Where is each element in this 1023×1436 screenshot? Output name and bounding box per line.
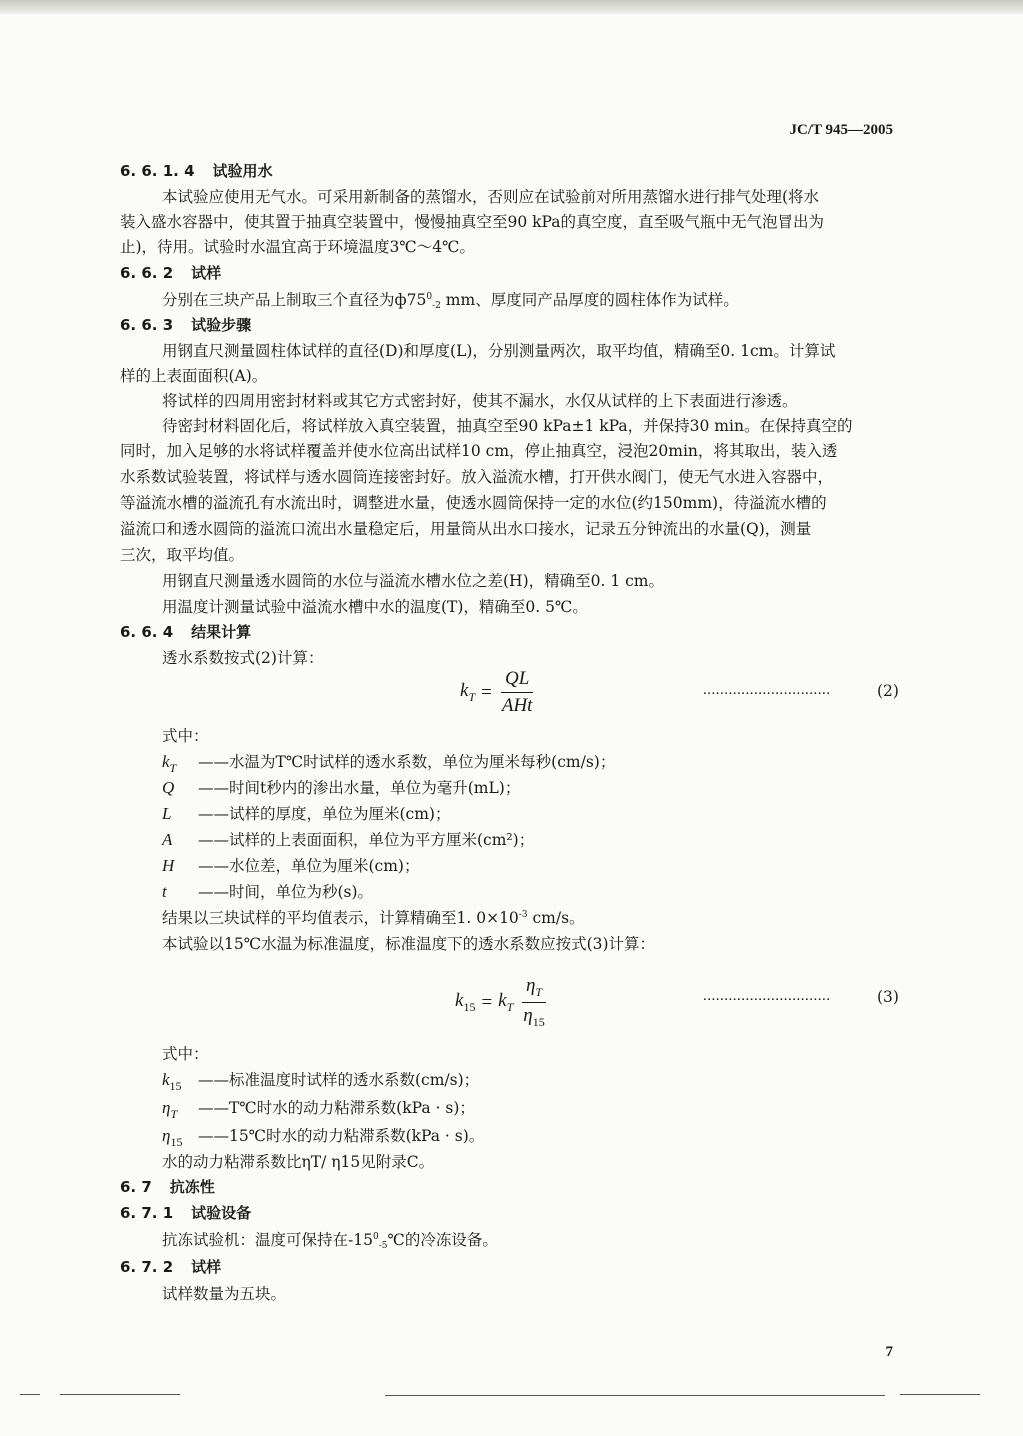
paragraph-line: 溢流口和透水圆筒的溢流口流出水量稳定后，用量筒从出水口接水，记录五分钟流出的水量(Q)，测量	[120, 520, 812, 538]
text-run: mm、厚度同产品厚度的圆柱体作为试样。	[440, 291, 739, 309]
tolerance-sub: -5	[378, 1241, 388, 1251]
section-number: 6. 6. 1. 4	[120, 162, 195, 180]
section-number: 6. 7. 1	[120, 1204, 174, 1222]
paragraph-line: 水的动力粘滞系数比ηT/ η15见附录C。	[162, 1153, 435, 1171]
paragraph-line: 用钢直尺测量透水圆筒的水位与溢流水槽水位之差(H)，精确至0. 1 cm。	[162, 572, 664, 590]
standard-code: JC/T 945—2005	[789, 122, 893, 138]
section-heading-671	[120, 1202, 251, 1223]
tolerance-sub: -2	[432, 301, 441, 311]
section-number: 6. 7. 2	[120, 1258, 174, 1276]
equals-sign: =	[481, 681, 492, 703]
fraction	[498, 668, 537, 717]
section-number: 6. 6. 4	[120, 623, 174, 641]
numerator: QL	[501, 668, 533, 693]
formula-label-3: (3)	[877, 988, 899, 1006]
paragraph-line: 止)，待用。试验时水温宜高于环境温度3℃～4℃。	[120, 238, 475, 256]
text-run: 分别在三块产品上制取三个直径为ф75	[162, 291, 427, 309]
paragraph-line: 本试验应使用无气水。可采用新制备的蒸馏水，否则应在试验前对所用蒸馏水进行排气处理(将水	[162, 188, 820, 206]
paragraph-line: 样的上表面面积(A)。	[120, 367, 268, 385]
paragraph-line: 用钢直尺测量圆柱体试样的直径(D)和厚度(L)，分别测量两次，取平均值，精确至0. 1cm。计算试	[162, 342, 836, 360]
section-title: 试验步骤	[191, 316, 252, 334]
tolerance-sup: 0	[426, 292, 433, 302]
where-label: 式中：	[162, 727, 209, 745]
text-run: 结果以三块试样的平均值表示，计算精确至1. 0×10	[162, 909, 519, 927]
definition-item: A ——试样的上表面面积，单位为平方厘米(cm²)；	[162, 830, 535, 849]
section-title: 结果计算	[191, 623, 252, 641]
leader-dots: ..............................	[703, 682, 831, 698]
page-number: 7	[885, 1344, 893, 1360]
definition-item: $\eta_T$ ——T℃时水的动力粘滞系数(kPa · s)；	[162, 1098, 475, 1121]
definition-item: Q ——时间t秒内的渗出水量，单位为毫升(mL)；	[162, 778, 521, 797]
formula-kt: $k_T$	[498, 990, 514, 1014]
paragraph-line: 待密封材料固化后，将试样放入真空装置，抽真空至90 kPa±1 kPa，并保持30 min。在保持真空的	[162, 417, 853, 435]
formula-2	[460, 668, 536, 717]
formula-lhs: $k_{15}$	[455, 990, 476, 1014]
formula-3	[455, 975, 549, 1030]
definition-item: t ——时间，单位为秒(s)。	[162, 882, 374, 901]
text-run: ℃的冷冻设备。	[387, 1231, 498, 1249]
paragraph-line	[162, 288, 739, 311]
paragraph-line: 水系数试验装置，将试样与透水圆筒连接密封好。放入溢流水槽，打开供水阀门，使无气水进入容器中，	[120, 468, 834, 486]
tolerance-sup: 0	[372, 1232, 379, 1242]
section-title: 试验用水	[212, 162, 273, 180]
section-title: 抗冻性	[169, 1178, 215, 1196]
where-label: 式中：	[162, 1045, 209, 1063]
section-title: 试样	[191, 1258, 222, 1276]
paragraph-line: 三次，取平均值。	[120, 546, 245, 564]
scan-artifact-line	[385, 1395, 885, 1396]
fraction	[519, 975, 548, 1030]
definition-item: $k_T$ ——水温为T℃时试样的透水系数，单位为厘米每秒(cm/s)；	[162, 752, 616, 775]
section-heading-664	[120, 621, 251, 642]
section-heading-672	[120, 1256, 221, 1277]
scan-artifact-line	[60, 1394, 180, 1395]
section-title: 试验设备	[191, 1204, 252, 1222]
section-number: 6. 6. 2	[120, 264, 174, 282]
text-run: cm/s。	[527, 909, 585, 927]
formula-label-2: (2)	[877, 682, 899, 700]
section-heading-663	[120, 314, 251, 335]
paragraph-line: 同时，加入足够的水将试样覆盖并使水位高出试样10 cm，停止抽真空，浸泡20min，将其取出，装入透	[120, 442, 838, 460]
section-heading-6614	[120, 160, 273, 181]
paragraph-line: 用温度计测量试验中溢流水槽中水的温度(T)，精确至0. 5℃。	[162, 598, 588, 616]
definition-item: $\eta_{15}$ ——15℃时水的动力粘滞系数(kPa · s)。	[162, 1126, 485, 1149]
numerator: $\eta_T$	[522, 975, 546, 1003]
paragraph-line: 试样数量为五块。	[162, 1285, 287, 1303]
leader-dots: ..............................	[703, 988, 831, 1004]
scan-artifact-line	[20, 1394, 40, 1395]
section-heading-662	[120, 262, 221, 283]
paragraph-line: 透水系数按式(2)计算：	[162, 649, 324, 667]
scan-artifact-line	[900, 1394, 980, 1395]
section-number: 6. 6. 3	[120, 316, 174, 334]
formula-lhs: $k_T$	[460, 680, 476, 704]
exponent: -3	[518, 910, 528, 920]
paragraph-line	[162, 906, 585, 928]
equals-sign: =	[481, 991, 493, 1013]
definition-item: L ——试样的厚度，单位为厘米(cm)；	[162, 804, 451, 823]
text-run: 抗冻试验机：温度可保持在-15	[162, 1231, 373, 1249]
paragraph-line	[162, 1228, 498, 1251]
paragraph-line: 等溢流水槽的溢流孔有水流出时，调整进水量，使透水圆筒保持一定的水位(约150mm)，待溢流水槽的	[120, 494, 827, 512]
paragraph-line: 本试验以15℃水温为标准温度，标准温度下的透水系数应按式(3)计算：	[162, 935, 656, 953]
definition-item: H ——水位差，单位为厘米(cm)；	[162, 856, 420, 875]
section-title: 试样	[191, 264, 222, 282]
section-number: 6. 7	[120, 1178, 152, 1196]
scan-top-edge	[0, 0, 1023, 14]
denominator: $\eta_{15}$	[523, 1005, 545, 1029]
definition-item: $k_{15}$ ——标准温度时试样的透水系数(cm/s)；	[162, 1070, 480, 1093]
paragraph-line: 装入盛水容器中，使其置于抽真空装置中，慢慢抽真空至90 kPa的真空度，直至吸气瓶中无气泡冒出为	[120, 213, 825, 231]
paragraph-line: 将试样的四周用密封材料或其它方式密封好，使其不漏水，水仅从试样的上下表面进行渗透。	[162, 392, 798, 410]
section-heading-67	[120, 1176, 215, 1197]
denominator: AHt	[501, 695, 533, 716]
